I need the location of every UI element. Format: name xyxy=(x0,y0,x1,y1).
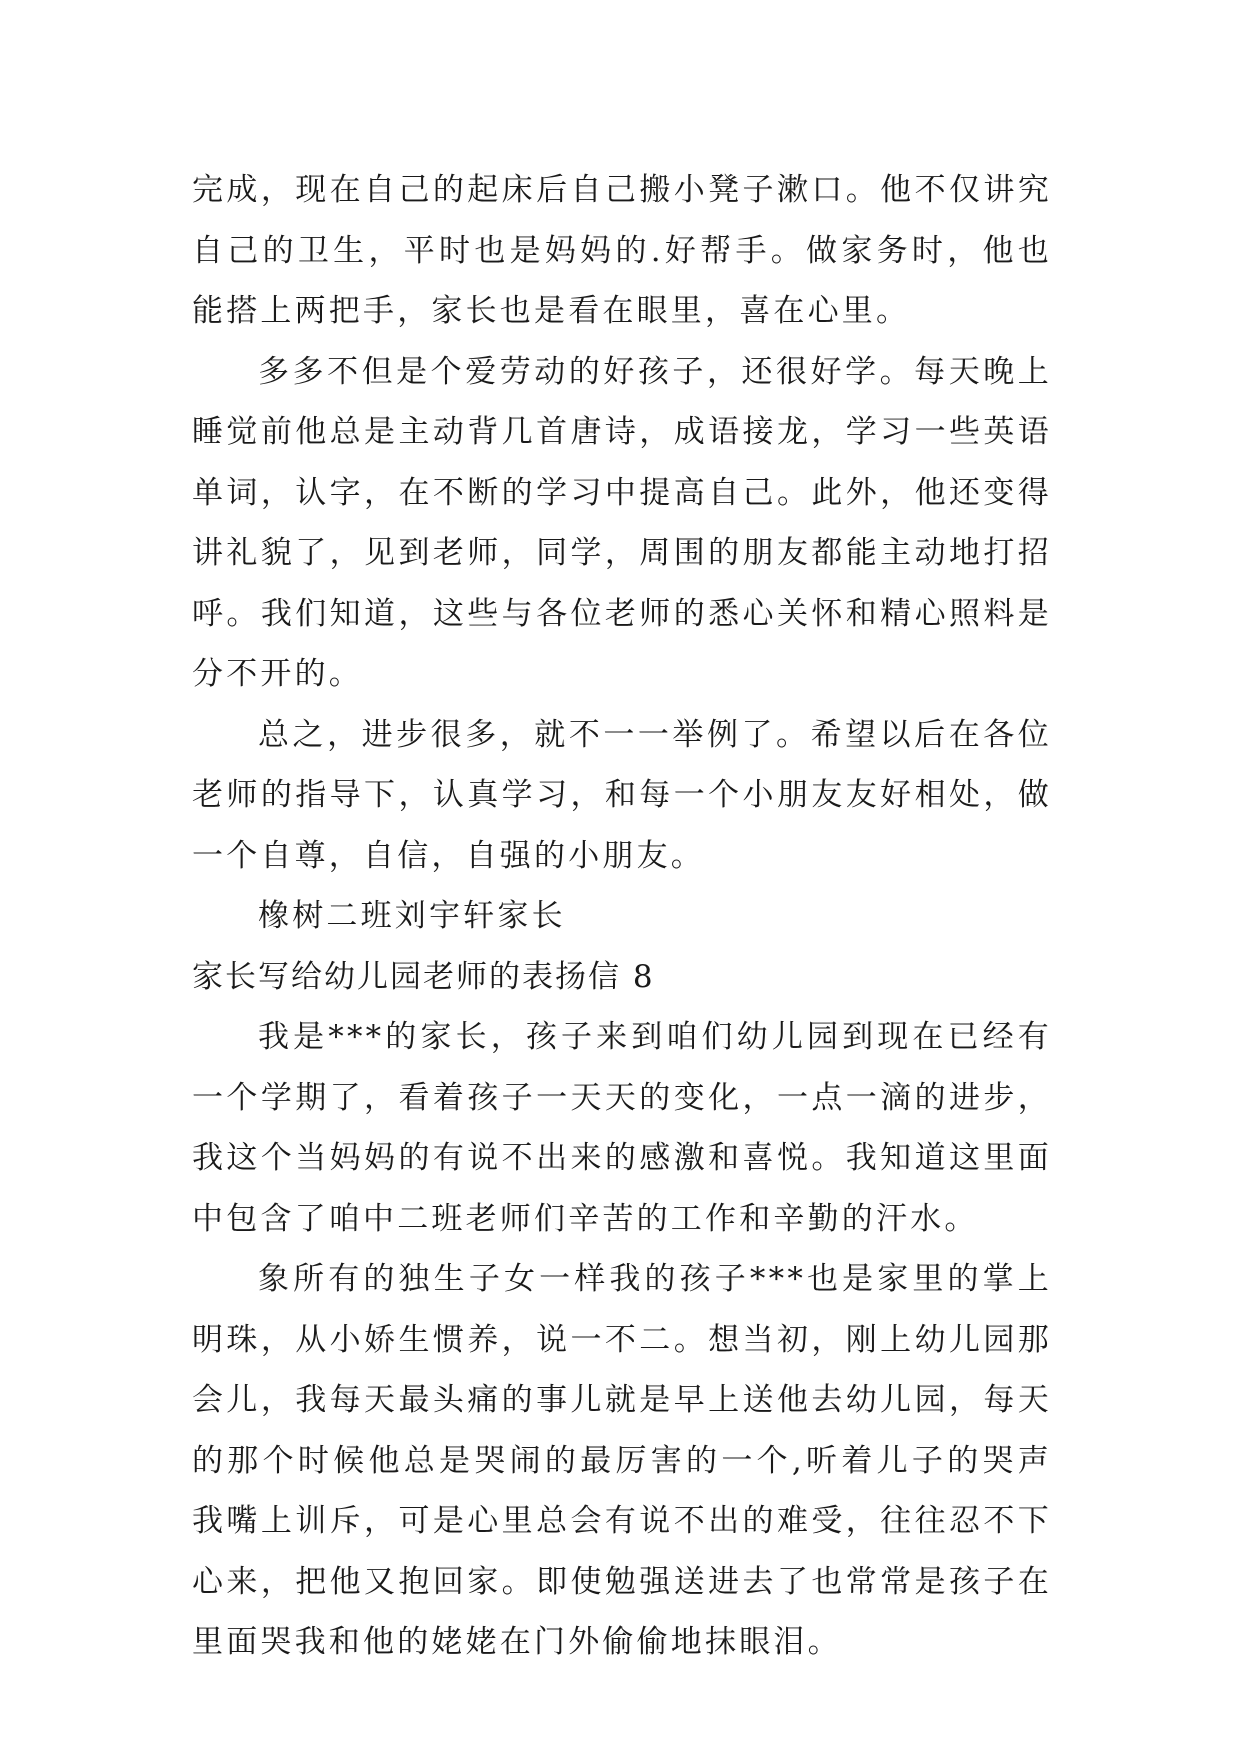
paragraph-learning: 多多不但是个爱劳动的好孩子，还很好学。每天晚上睡觉前他总是主动背几首唐诗，成语接龙，学习一些英语单词，认字，在不断的学习中提高自己。此外，他还变得讲礼貌了，见到老师，同学，周围的朋友都能主动地打招呼。我们知道，这些与各位老师的悉心关怀和精心照料是分不开的。 xyxy=(192,353,1052,692)
document-body xyxy=(192,160,1052,1673)
paragraph-summary: 总之，进步很多，就不一一举例了。希望以后在各位老师的指导下，认真学习，和每一个小朋友友好相处，做一个自尊，自信，自强的小朋友。 xyxy=(192,716,1052,874)
signature-line: 橡树二班刘宇轩家长 xyxy=(258,898,566,934)
paragraph-continuation: 完成，现在自己的起床后自己搬小凳子漱口。他不仅讲究自己的卫生，平时也是妈妈的.好帮手。做家务时，他也能搭上两把手，家长也是看在眼里，喜在心里。 xyxy=(192,172,1052,329)
paragraph-story: 象所有的独生子女一样我的孩子***也是家里的掌上明珠，从小娇生惯养，说一不二。想当初，刚上幼儿园那会儿，我每天最头痛的事儿就是早上送他去幼儿园，每天的那个时候他总是哭闹的最厉害的一个,听着儿子的哭声我嘴上训斥，可是心里总会有说不出的难受，往往忍不下心来，把他又抱回家。即使勉强送进去了也常常是孩子在里面哭我和他的姥姥在门外偷偷地抹眼泪。 xyxy=(192,1261,1052,1660)
paragraph-intro: 我是***的家长，孩子来到咱们幼儿园到现在已经有一个学期了，看着孩子一天天的变化，一点一滴的进步，我这个当妈妈的有说不出来的感激和喜悦。我知道这里面中包含了咱中二班老师们辛苦的工作和辛勤的汗水。 xyxy=(192,1019,1052,1237)
section-title: 家长写给幼儿园老师的表扬信 8 xyxy=(192,958,655,995)
